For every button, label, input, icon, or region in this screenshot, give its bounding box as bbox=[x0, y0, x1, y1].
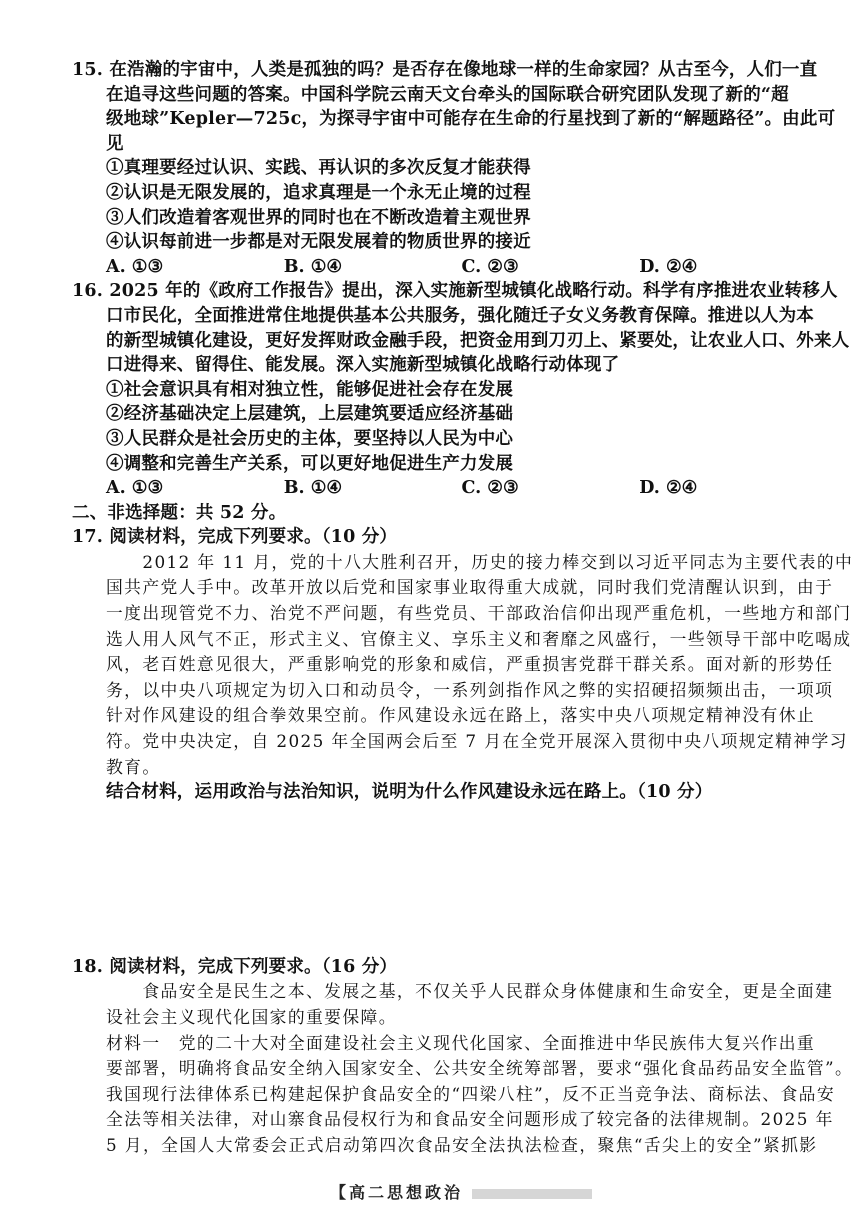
q15-option-b: B. ①④ bbox=[283, 256, 343, 277]
answer-space bbox=[72, 805, 817, 955]
q18-material-line: 全法等相关法律，对山寨食品侵权行为和食品安全问题形成了较完备的法律规制。2025 年 bbox=[106, 1109, 834, 1130]
q16-statement-3: ③人民群众是社会历史的主体，要坚持以人民为中心 bbox=[106, 428, 514, 449]
q18-title: 18. 阅读材料，完成下列要求。（16 分） bbox=[72, 956, 398, 977]
q16-line: 的新型城镇化建设，更好发挥财政金融手段，把资金用到刀刃上、紧要处，让农业人口、外来人 bbox=[106, 330, 850, 351]
q15-statement-1: ①真理要经过认识、实践、再认识的多次反复才能获得 bbox=[106, 158, 531, 179]
q17-material-line: 针对作风建设的组合拳效果空前。作风建设永远在路上，落实中央八项规定精神没有休止 bbox=[106, 705, 816, 726]
q15-option-a: A. ①③ bbox=[106, 256, 164, 277]
q18-material-line: 材料一 党的二十大对全面建设社会主义现代化国家、全面推进中华民族伟大复兴作出重 bbox=[106, 1032, 816, 1053]
q17-question: 结合材料，运用政治与法治知识，说明为什么作风建设永远在路上。（10 分） bbox=[106, 782, 713, 803]
question-15 bbox=[72, 58, 836, 279]
q15-line: 级地球”Kepler—725c，为探寻宇宙中可能存在生命的行星找到了新的“解题路径”。由此可 bbox=[106, 109, 836, 130]
q17-material-line: 国共产党人手中。改革开放以后党和国家事业取得重大成就，同时我们党清醒认识到，由于 bbox=[106, 577, 834, 598]
page-footer bbox=[330, 1180, 650, 1203]
q15-statement-4: ④认识每前进一步都是对无限发展着的物质世界的接近 bbox=[106, 232, 531, 253]
q18-material-line: 要部署，明确将食品安全纳入国家安全、公共安全统筹部署，要求“强化食品药品安全监管”。 bbox=[106, 1058, 854, 1079]
q16-statement-4: ④调整和完善生产关系，可以更好地促进生产力发展 bbox=[106, 453, 514, 474]
q15-statement-3: ③人们改造着客观世界的同时也在不断改造着主观世界 bbox=[106, 207, 531, 228]
q17-material-line: 务，以中央八项规定为切入口和动员令，一系列剑指作风之弊的实招硬招频频出击，一项项 bbox=[106, 679, 834, 700]
q16-option-c: C. ②③ bbox=[461, 478, 519, 499]
question-17 bbox=[72, 525, 854, 805]
q15-option-d: D. ②④ bbox=[639, 256, 698, 277]
footer-label: 【高二思想政治 bbox=[330, 1183, 464, 1202]
q18-material-line: 5 月，全国人大常委会正式启动第四次食品安全法执法检查，聚焦“舌尖上的安全”紧抓影 bbox=[106, 1134, 818, 1155]
q15-option-c: C. ②③ bbox=[461, 256, 519, 277]
q16-statement-2: ②经济基础决定上层建筑，上层建筑要适应经济基础 bbox=[106, 404, 514, 425]
q15-options bbox=[72, 255, 817, 280]
q15-line: 在追寻这些问题的答案。中国科学院云南天文台牵头的国际联合研究团队发现了新的“超 bbox=[106, 84, 789, 105]
q16-options bbox=[72, 476, 817, 501]
section-heading: 二、非选择题：共 52 分。 bbox=[72, 502, 287, 523]
q16-option-a: A. ①③ bbox=[106, 478, 164, 499]
q18-material-line: 食品安全是民生之本、发展之基，不仅关乎人民群众身体健康和生命安全，更是全面建 bbox=[106, 981, 834, 1002]
question-16 bbox=[72, 279, 850, 500]
footer-blur-bar bbox=[472, 1189, 592, 1199]
q17-title: 17. 阅读材料，完成下列要求。（10 分） bbox=[72, 527, 398, 548]
q15-statement-2: ②认识是无限发展的，追求真理是一个永无止境的过程 bbox=[106, 182, 531, 203]
question-18 bbox=[72, 955, 854, 1159]
q15-line: 15. 在浩瀚的宇宙中，人类是孤独的吗？是否存在像地球一样的生命家园？从古至今，人们一直 bbox=[72, 60, 818, 80]
q18-material-line: 我国现行法律体系已构建起保护食品安全的“四梁八柱”，反不正当竞争法、商标法、食品安 bbox=[106, 1083, 836, 1104]
q17-material-line: 风，老百姓意见很大，严重影响党的形象和威信，严重损害党群干群关系。面对新的形势任 bbox=[106, 654, 834, 675]
q16-statement-1: ①社会意识具有相对独立性，能够促进社会存在发展 bbox=[106, 379, 514, 400]
q17-material-line: 教育。 bbox=[106, 756, 161, 777]
q16-line: 16. 2025 年的《政府工作报告》提出，深入实施新型城镇化战略行动。科学有序推进农业转移人 bbox=[72, 281, 838, 302]
q17-material-line: 一度出现管党不力、治党不严问题，有些党员、干部政治信仰出现严重危机，一些地方和部门 bbox=[106, 603, 852, 624]
q16-line: 口市民化，全面推进常住地提供基本公共服务，强化随迁子女义务教育保障。推进以人为本 bbox=[106, 305, 814, 326]
q16-line: 口进得来、留得住、能发展。深入实施新型城镇化战略行动体现了 bbox=[106, 355, 620, 376]
exam-page bbox=[72, 58, 854, 1159]
q15-line: 见 bbox=[106, 133, 124, 154]
q17-material-line: 选人用人风气不正，形式主义、官僚主义、享乐主义和奢靡之风盛行，一些领导干部中吃喝成 bbox=[106, 628, 852, 649]
q17-material-line: 2012 年 11 月，党的十八大胜利召开，历史的接力棒交到以习近平同志为主要代表的中 bbox=[106, 551, 854, 572]
q17-material-line: 符。党中央决定，自 2025 年全国两会后至 7 月在全党开展深入贯彻中央八项规定精神学习 bbox=[106, 731, 848, 752]
q18-material-line: 设社会主义现代化国家的重要保障。 bbox=[106, 1007, 397, 1027]
q16-option-d: D. ②④ bbox=[639, 478, 698, 499]
q16-option-b: B. ①④ bbox=[283, 478, 343, 499]
